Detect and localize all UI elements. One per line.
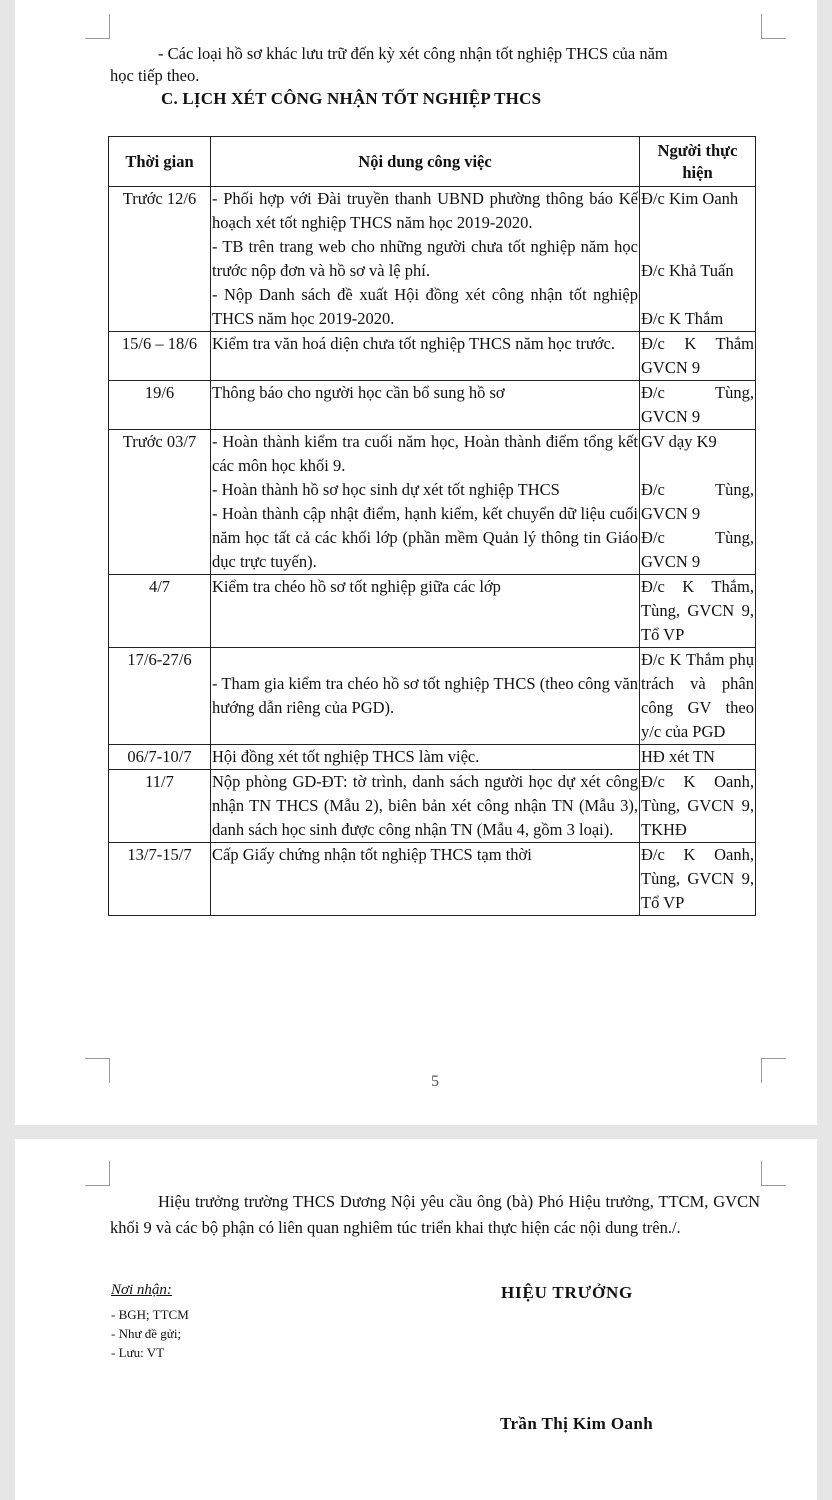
row-person [640, 187, 756, 332]
row-content [211, 430, 640, 575]
header-time: Thời gian [109, 137, 211, 187]
row-time: 19/6 [109, 381, 211, 430]
table-row [109, 332, 756, 381]
row-time: Trước 03/7 [109, 430, 211, 575]
recipients-title: Nơi nhận: [111, 1282, 172, 1298]
row-person [640, 575, 756, 648]
person-item: Đ/c K Thắm [641, 309, 724, 328]
row-content [211, 187, 640, 332]
content-item: - Hoàn thành cập nhật điểm, hạnh kiểm, kết chuyển dữ liệu cuối năm học tất cả các khối lớp (phần mềm Quản lý thông tin Giáo dục trực tuyến). [212, 504, 638, 571]
content-item: Kiểm tra văn hoá diện chưa tốt nghiệp THCS năm học trước. [212, 334, 615, 353]
person-item: Đ/c Kim Oanh [641, 189, 739, 208]
row-person [640, 770, 756, 843]
header-person: Người thực hiện [640, 137, 756, 187]
row-time: 17/6-27/6 [109, 648, 211, 745]
content-item: Cấp Giấy chứng nhận tốt nghiệp THCS tạm thời [212, 845, 532, 864]
table-row [109, 381, 756, 430]
person-item: Đ/c K Thắm GVCN 9 [641, 334, 754, 377]
row-person [640, 332, 756, 381]
person-item: Đ/c K Oanh, Tùng, GVCN 9, TKHĐ [641, 772, 754, 839]
recipient-item: - Lưu: VT [111, 1345, 165, 1360]
recipients-list [111, 1305, 189, 1362]
signature-title: HIỆU TRƯỞNG [501, 1283, 634, 1302]
document-page-6 [15, 1139, 817, 1500]
row-time: 11/7 [109, 770, 211, 843]
person-item: Đ/c K Thắm, Tùng, GVCN 9, Tổ VP [641, 577, 754, 644]
table-header-row [109, 137, 756, 187]
row-content [211, 770, 640, 843]
table-row [109, 575, 756, 648]
row-content [211, 381, 640, 430]
person-item: Đ/c Tùng, GVCN 9 [641, 383, 754, 426]
person-item: Đ/c Tùng, GVCN 9 [641, 528, 754, 571]
intro-paragraph [110, 43, 760, 87]
page-corner-mark [761, 1161, 786, 1186]
content-item: - Nộp Danh sách đề xuất Hội đồng xét công nhận tốt nghiệp THCS năm học 2019-2020. [212, 285, 638, 328]
intro-line: học tiếp theo. [110, 66, 200, 85]
row-content [211, 843, 640, 916]
page-corner-mark [85, 14, 110, 39]
row-content [211, 332, 640, 381]
signature-name: Trần Thị Kim Oanh [500, 1414, 654, 1433]
content-item: - Phối hợp với Đài truyền thanh UBND phường thông báo Kế hoạch xét tốt nghiệp THCS năm học 2019-2020. [212, 189, 638, 232]
recipient-item: - BGH; TTCM [111, 1307, 189, 1322]
content-item: - Hoàn thành hồ sơ học sinh dự xét tốt nghiệp THCS [212, 480, 560, 499]
row-person [640, 843, 756, 916]
closing-paragraph: Hiệu trưởng trường THCS Dương Nội yêu cầu ông (bà) Phó Hiệu trưởng, TTCM, GVCN khối 9 và các bộ phận có liên quan nghiêm túc triển khai thực hiện các nội dung trên./. [110, 1192, 760, 1237]
row-person [640, 381, 756, 430]
content-item: - Hoàn thành kiểm tra cuối năm học, Hoàn thành điểm tổng kết các môn học khối 9. [212, 432, 638, 475]
table-row [109, 745, 756, 770]
table-row [109, 430, 756, 575]
content-item: Kiểm tra chéo hồ sơ tốt nghiệp giữa các lớp [212, 577, 501, 596]
document-page-5 [15, 0, 817, 1125]
content-item: Thông báo cho người học cần bổ sung hồ sơ [212, 383, 505, 402]
row-person [640, 648, 756, 745]
person-item: Đ/c K Thắm phụ trách và phân công GV theo y/c của PGD [641, 650, 754, 741]
table-row [109, 648, 756, 745]
intro-line: - Các loại hồ sơ khác lưu trữ đến kỳ xét công nhận tốt nghiệp THCS của năm [158, 44, 668, 63]
person-item: Đ/c Tùng, GVCN 9 [641, 480, 754, 523]
section-heading: C. LỊCH XÉT CÔNG NHẬN TỐT NGHIỆP THCS [161, 89, 542, 108]
content-item: Hội đồng xét tốt nghiệp THCS làm việc. [212, 747, 480, 766]
row-content [211, 745, 640, 770]
page-number: 5 [431, 1073, 439, 1090]
row-time: 4/7 [109, 575, 211, 648]
person-item: GV dạy K9 [641, 432, 717, 451]
table-row [109, 843, 756, 916]
row-time: 15/6 – 18/6 [109, 332, 211, 381]
page-corner-mark [761, 14, 786, 39]
header-content: Nội dung công việc [211, 137, 640, 187]
table-row [109, 187, 756, 332]
row-person [640, 745, 756, 770]
row-time: Trước 12/6 [109, 187, 211, 332]
schedule-table [108, 136, 756, 916]
content-item: - TB trên trang web cho những người chưa tốt nghiệp năm học trước nộp đơn và hồ sơ và lệ phí. [212, 237, 638, 280]
row-content [211, 648, 640, 745]
row-content [211, 575, 640, 648]
recipient-item: - Như đề gửi; [111, 1326, 182, 1341]
person-item: Đ/c Khả Tuấn [641, 261, 734, 280]
person-item: Đ/c K Oanh, Tùng, GVCN 9, Tổ VP [641, 845, 754, 912]
person-item: HĐ xét TN [641, 747, 715, 766]
row-time: 06/7-10/7 [109, 745, 211, 770]
page-corner-mark [85, 1161, 110, 1186]
table-row [109, 770, 756, 843]
content-item: Nộp phòng GD-ĐT: tờ trình, danh sách người học dự xét công nhận TN THCS (Mẫu 2), biên bản xét công nhận TN (Mẫu 3), danh sách học sinh được công nhận TN (Mẫu 4, gồm 3 loại). [212, 772, 638, 839]
content-item: - Tham gia kiểm tra chéo hồ sơ tốt nghiệp THCS (theo công văn hướng dẫn riêng của PGD). [212, 674, 638, 717]
row-time: 13/7-15/7 [109, 843, 211, 916]
row-person [640, 430, 756, 575]
